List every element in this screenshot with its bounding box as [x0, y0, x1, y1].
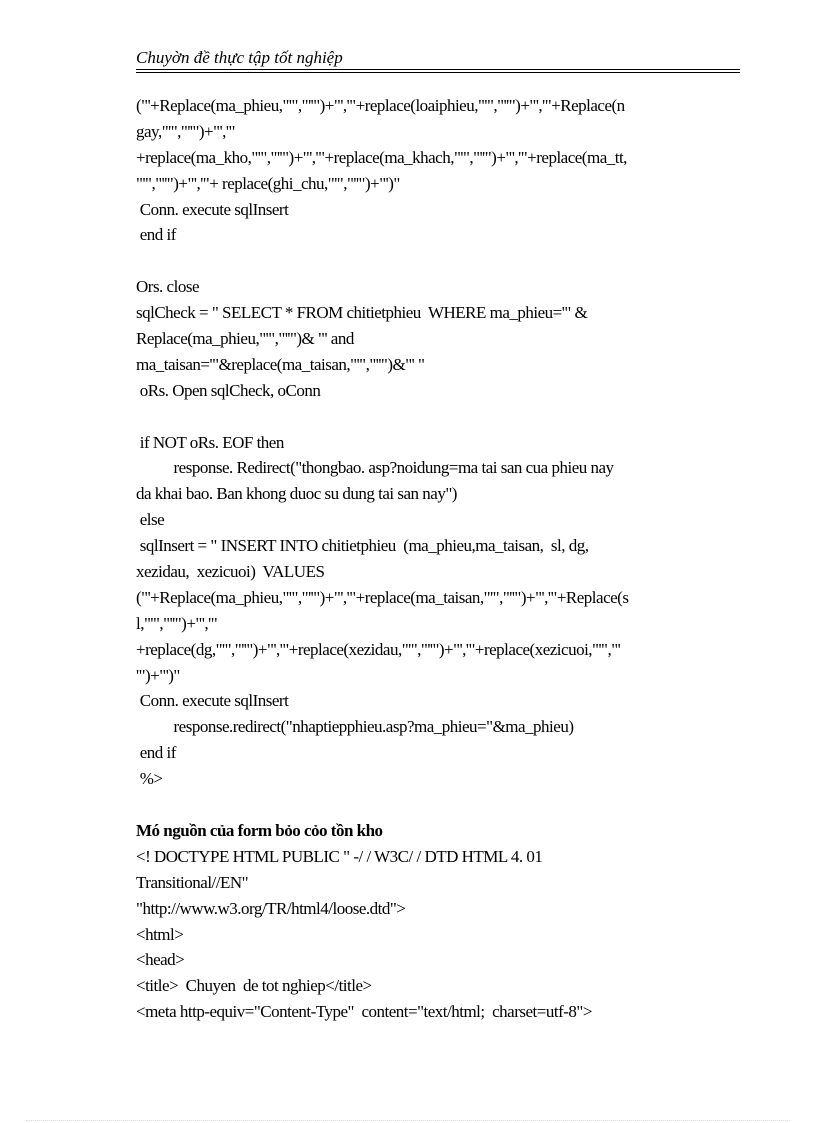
code-line: oRs. Open sqlCheck, oConn: [136, 380, 321, 400]
document-body: [136, 93, 742, 1025]
code-line: Conn. execute sqlInsert: [136, 691, 289, 711]
code-line: "'","''")+"','"+ replace(ghi_chu,"'","''")+"')": [136, 173, 400, 193]
code-line: Ors. close: [136, 277, 199, 297]
code-line: xezidau, xezicuoi) VALUES: [136, 562, 325, 582]
code-line: Replace(ma_phieu,"'","''")& "' and: [136, 329, 354, 349]
code-line: %>: [136, 769, 163, 789]
code-line: Transitional//EN": [136, 872, 249, 892]
code-line: <meta http-equiv="Content-Type" content="text/html; charset=utf-8">: [136, 1002, 592, 1022]
code-line: sqlCheck = " SELECT * FROM chitietphieu WHERE ma_phieu='" &: [136, 303, 588, 323]
code-line: da khai bao. Ban khong duoc su dung tai san nay"): [136, 484, 457, 504]
code-line: Conn. execute sqlInsert: [136, 199, 289, 219]
code-line: '")+"')": [136, 665, 180, 685]
code-line: if NOT oRs. EOF then: [136, 432, 284, 452]
header-rule-top: [136, 69, 740, 70]
code-line: <title> Chuyen de tot nghiep</title>: [136, 976, 372, 996]
code-line: <html>: [136, 924, 184, 944]
header-title: Chuyờn đề thực tập tốt nghiệp: [136, 48, 343, 67]
code-line: else: [136, 510, 165, 530]
code-line: <head>: [136, 950, 185, 970]
code-line: <! DOCTYPE HTML PUBLIC " -/ / W3C/ / DTD HTML 4. 01: [136, 846, 543, 866]
code-line: sqlInsert = " INSERT INTO chitietphieu (ma_phieu,ma_taisan, sl, dg,: [136, 536, 589, 556]
code-line: response.redirect("nhaptiepphieu.asp?ma_phieu="&ma_phieu): [136, 717, 574, 737]
code-line: response. Redirect("thongbao. asp?noidung=ma tai san cua phieu nay: [136, 458, 614, 478]
blank-line: [136, 248, 742, 274]
code-line: +replace(dg,"'","''")+"','"+replace(xezidau,"'","''")+"','"+replace(xezicuoi,"'","': [136, 639, 621, 659]
blank-line: [136, 792, 742, 818]
blank-line: [136, 404, 742, 430]
code-line: +replace(ma_kho,"'","''")+"','"+replace(ma_khach,"'","''")+"','"+replace(ma_tt,: [136, 147, 627, 167]
code-line: end if: [136, 225, 176, 245]
code-line: end if: [136, 743, 176, 763]
code-line: "http://www.w3.org/TR/html4/loose.dtd">: [136, 898, 406, 918]
code-line: l,"'","''")+"','": [136, 613, 218, 633]
header-rule-bottom: [136, 72, 740, 73]
code-line: ("'+Replace(ma_phieu,"'","''")+"','"+replace(loaiphieu,"'","''")+"','"+Replace(n: [136, 96, 625, 115]
code-line: gay,"'","''")+"','": [136, 121, 235, 141]
section-heading: Mó nguồn của form bỏo cỏo tồn kho: [136, 820, 383, 840]
code-line: ("'+Replace(ma_phieu,"'","''")+"','"+replace(ma_taisan,"'","''")+"','"+Replace(s: [136, 587, 629, 607]
page-bottom-divider: [26, 1120, 790, 1121]
page-header: [136, 48, 740, 68]
code-line: ma_taisan='"&replace(ma_taisan,"'","''")&"' ": [136, 354, 425, 374]
